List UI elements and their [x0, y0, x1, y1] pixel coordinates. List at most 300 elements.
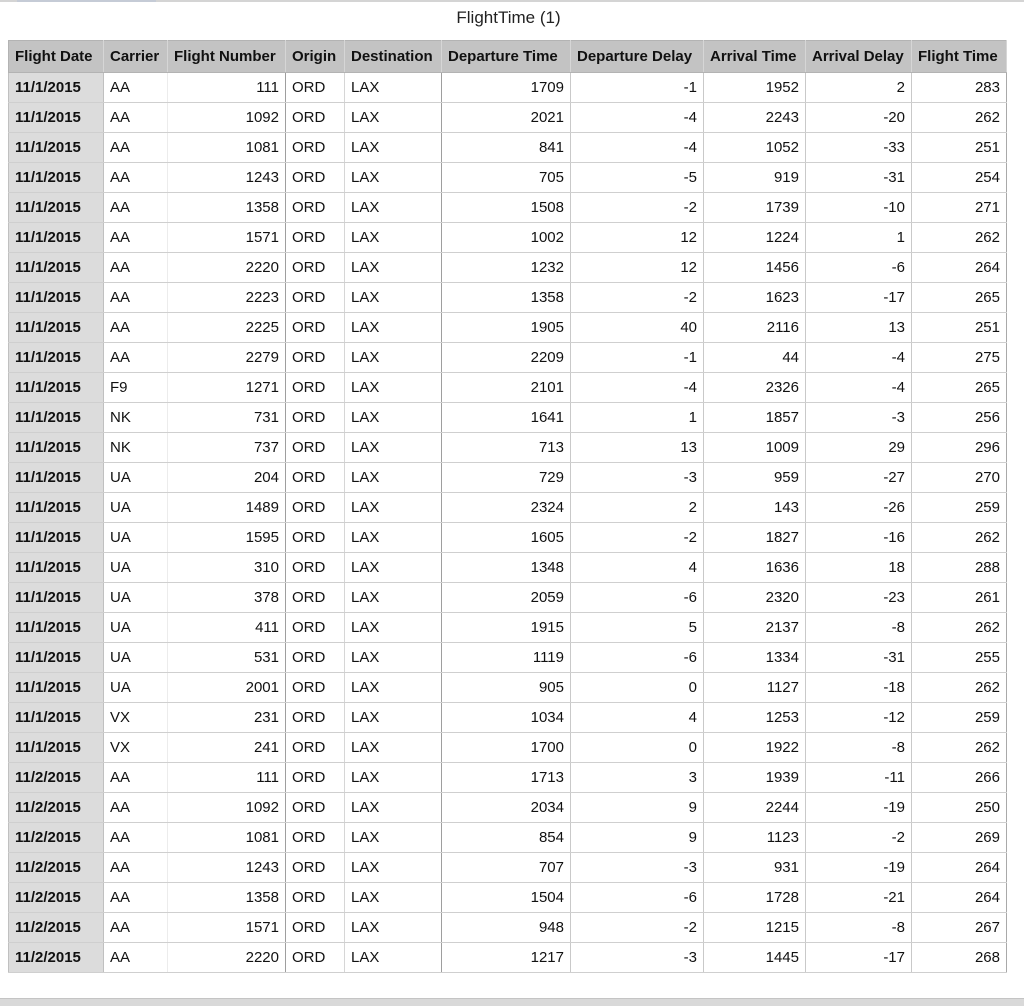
cell-flight-date[interactable]: 11/1/2015: [9, 523, 104, 553]
cell-flight-time[interactable]: 261: [912, 583, 1007, 613]
cell-origin[interactable]: ORD: [286, 703, 345, 733]
column-header-destination[interactable]: Destination: [345, 41, 442, 73]
cell-arrival-time[interactable]: 1215: [704, 913, 806, 943]
cell-origin[interactable]: ORD: [286, 403, 345, 433]
cell-departure-time[interactable]: 705: [442, 163, 571, 193]
table-row[interactable]: [9, 163, 1007, 193]
cell-arrival-delay[interactable]: -11: [806, 763, 912, 793]
cell-arrival-time[interactable]: 1952: [704, 73, 806, 103]
cell-arrival-delay[interactable]: 18: [806, 553, 912, 583]
cell-departure-delay[interactable]: -4: [571, 103, 704, 133]
cell-departure-delay[interactable]: -4: [571, 373, 704, 403]
cell-origin[interactable]: ORD: [286, 643, 345, 673]
cell-arrival-time[interactable]: 1623: [704, 283, 806, 313]
cell-origin[interactable]: ORD: [286, 823, 345, 853]
cell-flight-number[interactable]: 2220: [168, 253, 286, 283]
cell-departure-delay[interactable]: 12: [571, 253, 704, 283]
cell-flight-time[interactable]: 267: [912, 913, 1007, 943]
cell-carrier[interactable]: AA: [104, 163, 168, 193]
cell-departure-time[interactable]: 1002: [442, 223, 571, 253]
cell-carrier[interactable]: VX: [104, 733, 168, 763]
cell-departure-delay[interactable]: -5: [571, 163, 704, 193]
cell-departure-time[interactable]: 2209: [442, 343, 571, 373]
column-header-arrival-time[interactable]: Arrival Time: [704, 41, 806, 73]
cell-flight-time[interactable]: 250: [912, 793, 1007, 823]
table-row[interactable]: [9, 913, 1007, 943]
cell-flight-time[interactable]: 296: [912, 433, 1007, 463]
cell-carrier[interactable]: NK: [104, 433, 168, 463]
cell-departure-time[interactable]: 2101: [442, 373, 571, 403]
cell-flight-number[interactable]: 204: [168, 463, 286, 493]
cell-origin[interactable]: ORD: [286, 553, 345, 583]
cell-departure-delay[interactable]: -1: [571, 73, 704, 103]
cell-flight-time[interactable]: 256: [912, 403, 1007, 433]
cell-flight-date[interactable]: 11/1/2015: [9, 433, 104, 463]
cell-origin[interactable]: ORD: [286, 283, 345, 313]
table-row[interactable]: [9, 703, 1007, 733]
cell-departure-time[interactable]: 1217: [442, 943, 571, 973]
cell-departure-time[interactable]: 729: [442, 463, 571, 493]
cell-flight-date[interactable]: 11/1/2015: [9, 373, 104, 403]
cell-flight-time[interactable]: 264: [912, 883, 1007, 913]
cell-destination[interactable]: LAX: [345, 313, 442, 343]
cell-flight-time[interactable]: 262: [912, 523, 1007, 553]
cell-carrier[interactable]: UA: [104, 463, 168, 493]
cell-carrier[interactable]: AA: [104, 313, 168, 343]
cell-flight-number[interactable]: 737: [168, 433, 286, 463]
cell-departure-time[interactable]: 1709: [442, 73, 571, 103]
cell-arrival-delay[interactable]: -6: [806, 253, 912, 283]
cell-departure-time[interactable]: 905: [442, 673, 571, 703]
cell-departure-time[interactable]: 2324: [442, 493, 571, 523]
cell-arrival-time[interactable]: 1827: [704, 523, 806, 553]
cell-destination[interactable]: LAX: [345, 253, 442, 283]
table-row[interactable]: [9, 403, 1007, 433]
cell-arrival-time[interactable]: 44: [704, 343, 806, 373]
cell-flight-time[interactable]: 262: [912, 733, 1007, 763]
cell-departure-delay[interactable]: -2: [571, 283, 704, 313]
cell-origin[interactable]: ORD: [286, 163, 345, 193]
column-header-flight-date[interactable]: Flight Date: [9, 41, 104, 73]
cell-carrier[interactable]: UA: [104, 583, 168, 613]
cell-arrival-delay[interactable]: -31: [806, 643, 912, 673]
cell-flight-date[interactable]: 11/1/2015: [9, 553, 104, 583]
cell-flight-number[interactable]: 1571: [168, 223, 286, 253]
cell-arrival-time[interactable]: 1939: [704, 763, 806, 793]
cell-arrival-delay[interactable]: -10: [806, 193, 912, 223]
cell-departure-time[interactable]: 1034: [442, 703, 571, 733]
cell-flight-time[interactable]: 265: [912, 373, 1007, 403]
cell-arrival-delay[interactable]: -4: [806, 373, 912, 403]
cell-flight-date[interactable]: 11/1/2015: [9, 613, 104, 643]
cell-flight-date[interactable]: 11/2/2015: [9, 943, 104, 973]
column-header-departure-time[interactable]: Departure Time: [442, 41, 571, 73]
cell-flight-date[interactable]: 11/2/2015: [9, 763, 104, 793]
cell-departure-time[interactable]: 2021: [442, 103, 571, 133]
cell-arrival-time[interactable]: 1052: [704, 133, 806, 163]
table-row[interactable]: [9, 373, 1007, 403]
cell-destination[interactable]: LAX: [345, 553, 442, 583]
cell-flight-time[interactable]: 270: [912, 463, 1007, 493]
cell-departure-time[interactable]: 1905: [442, 313, 571, 343]
cell-flight-number[interactable]: 2220: [168, 943, 286, 973]
cell-flight-date[interactable]: 11/1/2015: [9, 403, 104, 433]
cell-arrival-time[interactable]: 2243: [704, 103, 806, 133]
cell-flight-date[interactable]: 11/1/2015: [9, 583, 104, 613]
cell-origin[interactable]: ORD: [286, 613, 345, 643]
cell-destination[interactable]: LAX: [345, 583, 442, 613]
cell-departure-delay[interactable]: -3: [571, 853, 704, 883]
cell-flight-time[interactable]: 269: [912, 823, 1007, 853]
cell-departure-time[interactable]: 1119: [442, 643, 571, 673]
cell-carrier[interactable]: UA: [104, 613, 168, 643]
cell-arrival-time[interactable]: 1123: [704, 823, 806, 853]
table-row[interactable]: [9, 733, 1007, 763]
cell-flight-time[interactable]: 251: [912, 313, 1007, 343]
cell-carrier[interactable]: NK: [104, 403, 168, 433]
cell-carrier[interactable]: UA: [104, 493, 168, 523]
cell-flight-date[interactable]: 11/2/2015: [9, 853, 104, 883]
cell-departure-delay[interactable]: -2: [571, 913, 704, 943]
cell-departure-delay[interactable]: -6: [571, 583, 704, 613]
cell-destination[interactable]: LAX: [345, 133, 442, 163]
table-row[interactable]: [9, 313, 1007, 343]
cell-flight-date[interactable]: 11/2/2015: [9, 823, 104, 853]
cell-arrival-time[interactable]: 1456: [704, 253, 806, 283]
cell-departure-delay[interactable]: 4: [571, 703, 704, 733]
table-row[interactable]: [9, 763, 1007, 793]
table-row[interactable]: [9, 253, 1007, 283]
cell-origin[interactable]: ORD: [286, 943, 345, 973]
cell-carrier[interactable]: AA: [104, 133, 168, 163]
cell-departure-delay[interactable]: -4: [571, 133, 704, 163]
cell-origin[interactable]: ORD: [286, 103, 345, 133]
cell-carrier[interactable]: AA: [104, 853, 168, 883]
cell-flight-date[interactable]: 11/1/2015: [9, 73, 104, 103]
cell-flight-date[interactable]: 11/1/2015: [9, 643, 104, 673]
cell-arrival-delay[interactable]: -33: [806, 133, 912, 163]
table-row[interactable]: [9, 223, 1007, 253]
cell-departure-time[interactable]: 1508: [442, 193, 571, 223]
cell-flight-time[interactable]: 264: [912, 853, 1007, 883]
table-row[interactable]: [9, 583, 1007, 613]
cell-departure-delay[interactable]: 4: [571, 553, 704, 583]
cell-flight-time[interactable]: 264: [912, 253, 1007, 283]
cell-flight-date[interactable]: 11/1/2015: [9, 703, 104, 733]
cell-origin[interactable]: ORD: [286, 883, 345, 913]
cell-carrier[interactable]: AA: [104, 823, 168, 853]
cell-departure-delay[interactable]: 2: [571, 493, 704, 523]
cell-arrival-delay[interactable]: 29: [806, 433, 912, 463]
cell-flight-date[interactable]: 11/1/2015: [9, 343, 104, 373]
cell-departure-delay[interactable]: -2: [571, 193, 704, 223]
cell-destination[interactable]: LAX: [345, 913, 442, 943]
cell-carrier[interactable]: F9: [104, 373, 168, 403]
cell-origin[interactable]: ORD: [286, 673, 345, 703]
cell-carrier[interactable]: AA: [104, 223, 168, 253]
cell-carrier[interactable]: AA: [104, 73, 168, 103]
cell-arrival-time[interactable]: 2137: [704, 613, 806, 643]
cell-origin[interactable]: ORD: [286, 523, 345, 553]
cell-flight-date[interactable]: 11/1/2015: [9, 463, 104, 493]
cell-flight-date[interactable]: 11/2/2015: [9, 883, 104, 913]
cell-arrival-time[interactable]: 1445: [704, 943, 806, 973]
cell-carrier[interactable]: AA: [104, 793, 168, 823]
cell-flight-number[interactable]: 1489: [168, 493, 286, 523]
cell-flight-time[interactable]: 275: [912, 343, 1007, 373]
cell-arrival-delay[interactable]: -18: [806, 673, 912, 703]
cell-origin[interactable]: ORD: [286, 373, 345, 403]
cell-arrival-delay[interactable]: 2: [806, 73, 912, 103]
cell-carrier[interactable]: UA: [104, 553, 168, 583]
cell-departure-time[interactable]: 1713: [442, 763, 571, 793]
cell-departure-delay[interactable]: 1: [571, 403, 704, 433]
cell-departure-delay[interactable]: 13: [571, 433, 704, 463]
cell-flight-time[interactable]: 266: [912, 763, 1007, 793]
cell-departure-delay[interactable]: 12: [571, 223, 704, 253]
cell-flight-time[interactable]: 262: [912, 223, 1007, 253]
cell-arrival-delay[interactable]: 1: [806, 223, 912, 253]
cell-flight-number[interactable]: 1595: [168, 523, 286, 553]
table-row[interactable]: [9, 553, 1007, 583]
cell-flight-date[interactable]: 11/2/2015: [9, 793, 104, 823]
cell-flight-date[interactable]: 11/1/2015: [9, 283, 104, 313]
cell-destination[interactable]: LAX: [345, 943, 442, 973]
cell-departure-time[interactable]: 1700: [442, 733, 571, 763]
cell-arrival-time[interactable]: 143: [704, 493, 806, 523]
cell-arrival-delay[interactable]: -27: [806, 463, 912, 493]
cell-destination[interactable]: LAX: [345, 193, 442, 223]
cell-flight-time[interactable]: 262: [912, 613, 1007, 643]
cell-departure-delay[interactable]: -3: [571, 463, 704, 493]
cell-arrival-delay[interactable]: -19: [806, 853, 912, 883]
cell-arrival-delay[interactable]: -19: [806, 793, 912, 823]
cell-carrier[interactable]: VX: [104, 703, 168, 733]
cell-arrival-delay[interactable]: -2: [806, 823, 912, 853]
cell-departure-delay[interactable]: 9: [571, 793, 704, 823]
cell-destination[interactable]: LAX: [345, 673, 442, 703]
cell-arrival-delay[interactable]: -16: [806, 523, 912, 553]
cell-arrival-delay[interactable]: -21: [806, 883, 912, 913]
cell-carrier[interactable]: UA: [104, 643, 168, 673]
cell-arrival-time[interactable]: 919: [704, 163, 806, 193]
cell-departure-delay[interactable]: 40: [571, 313, 704, 343]
cell-origin[interactable]: ORD: [286, 793, 345, 823]
cell-flight-number[interactable]: 111: [168, 73, 286, 103]
cell-origin[interactable]: ORD: [286, 223, 345, 253]
cell-flight-time[interactable]: 283: [912, 73, 1007, 103]
table-row[interactable]: [9, 643, 1007, 673]
cell-departure-time[interactable]: 1232: [442, 253, 571, 283]
table-row[interactable]: [9, 283, 1007, 313]
cell-arrival-time[interactable]: 1334: [704, 643, 806, 673]
cell-departure-delay[interactable]: -6: [571, 883, 704, 913]
cell-origin[interactable]: ORD: [286, 913, 345, 943]
cell-destination[interactable]: LAX: [345, 103, 442, 133]
column-header-flight-time[interactable]: Flight Time: [912, 41, 1007, 73]
cell-destination[interactable]: LAX: [345, 343, 442, 373]
cell-destination[interactable]: LAX: [345, 283, 442, 313]
cell-flight-number[interactable]: 1358: [168, 883, 286, 913]
cell-arrival-time[interactable]: 1009: [704, 433, 806, 463]
cell-flight-date[interactable]: 11/1/2015: [9, 493, 104, 523]
cell-departure-time[interactable]: 854: [442, 823, 571, 853]
cell-flight-number[interactable]: 1092: [168, 793, 286, 823]
cell-destination[interactable]: LAX: [345, 763, 442, 793]
cell-flight-time[interactable]: 255: [912, 643, 1007, 673]
cell-flight-date[interactable]: 11/1/2015: [9, 313, 104, 343]
cell-departure-delay[interactable]: -1: [571, 343, 704, 373]
cell-departure-time[interactable]: 1641: [442, 403, 571, 433]
cell-departure-time[interactable]: 2059: [442, 583, 571, 613]
cell-arrival-time[interactable]: 1728: [704, 883, 806, 913]
table-row[interactable]: [9, 943, 1007, 973]
cell-departure-delay[interactable]: 0: [571, 673, 704, 703]
cell-origin[interactable]: ORD: [286, 313, 345, 343]
cell-destination[interactable]: LAX: [345, 433, 442, 463]
cell-flight-number[interactable]: 731: [168, 403, 286, 433]
cell-arrival-delay[interactable]: -17: [806, 283, 912, 313]
table-row[interactable]: [9, 133, 1007, 163]
cell-destination[interactable]: LAX: [345, 403, 442, 433]
cell-departure-delay[interactable]: -2: [571, 523, 704, 553]
cell-arrival-delay[interactable]: -23: [806, 583, 912, 613]
cell-carrier[interactable]: AA: [104, 763, 168, 793]
cell-origin[interactable]: ORD: [286, 853, 345, 883]
column-header-carrier[interactable]: Carrier: [104, 41, 168, 73]
cell-flight-number[interactable]: 1271: [168, 373, 286, 403]
cell-flight-number[interactable]: 378: [168, 583, 286, 613]
column-header-flight-number[interactable]: Flight Number: [168, 41, 286, 73]
cell-destination[interactable]: LAX: [345, 223, 442, 253]
cell-flight-number[interactable]: 310: [168, 553, 286, 583]
cell-departure-time[interactable]: 1358: [442, 283, 571, 313]
cell-departure-time[interactable]: 841: [442, 133, 571, 163]
cell-departure-time[interactable]: 1348: [442, 553, 571, 583]
cell-flight-number[interactable]: 1081: [168, 823, 286, 853]
cell-flight-time[interactable]: 251: [912, 133, 1007, 163]
table-row[interactable]: [9, 823, 1007, 853]
cell-carrier[interactable]: AA: [104, 343, 168, 373]
cell-flight-number[interactable]: 411: [168, 613, 286, 643]
cell-destination[interactable]: LAX: [345, 613, 442, 643]
cell-carrier[interactable]: AA: [104, 283, 168, 313]
cell-departure-delay[interactable]: -3: [571, 943, 704, 973]
cell-flight-number[interactable]: 241: [168, 733, 286, 763]
cell-carrier[interactable]: UA: [104, 523, 168, 553]
cell-destination[interactable]: LAX: [345, 493, 442, 523]
cell-arrival-time[interactable]: 1253: [704, 703, 806, 733]
cell-destination[interactable]: LAX: [345, 733, 442, 763]
cell-carrier[interactable]: AA: [104, 253, 168, 283]
cell-arrival-delay[interactable]: -12: [806, 703, 912, 733]
table-row[interactable]: [9, 853, 1007, 883]
cell-origin[interactable]: ORD: [286, 583, 345, 613]
cell-destination[interactable]: LAX: [345, 463, 442, 493]
cell-departure-time[interactable]: 713: [442, 433, 571, 463]
cell-flight-date[interactable]: 11/1/2015: [9, 193, 104, 223]
cell-flight-number[interactable]: 1358: [168, 193, 286, 223]
table-row[interactable]: [9, 103, 1007, 133]
cell-arrival-delay[interactable]: 13: [806, 313, 912, 343]
cell-flight-number[interactable]: 531: [168, 643, 286, 673]
cell-arrival-time[interactable]: 2116: [704, 313, 806, 343]
cell-destination[interactable]: LAX: [345, 823, 442, 853]
cell-destination[interactable]: LAX: [345, 73, 442, 103]
cell-departure-time[interactable]: 948: [442, 913, 571, 943]
cell-origin[interactable]: ORD: [286, 763, 345, 793]
table-row[interactable]: [9, 793, 1007, 823]
cell-origin[interactable]: ORD: [286, 343, 345, 373]
cell-departure-time[interactable]: 1504: [442, 883, 571, 913]
cell-destination[interactable]: LAX: [345, 163, 442, 193]
cell-origin[interactable]: ORD: [286, 733, 345, 763]
cell-departure-delay[interactable]: 5: [571, 613, 704, 643]
table-row[interactable]: [9, 433, 1007, 463]
cell-destination[interactable]: LAX: [345, 883, 442, 913]
cell-flight-number[interactable]: 2223: [168, 283, 286, 313]
cell-departure-time[interactable]: 2034: [442, 793, 571, 823]
cell-destination[interactable]: LAX: [345, 853, 442, 883]
cell-departure-time[interactable]: 1915: [442, 613, 571, 643]
column-header-arrival-delay[interactable]: Arrival Delay: [806, 41, 912, 73]
cell-flight-number[interactable]: 1092: [168, 103, 286, 133]
cell-arrival-time[interactable]: 2320: [704, 583, 806, 613]
cell-destination[interactable]: LAX: [345, 643, 442, 673]
cell-arrival-delay[interactable]: -17: [806, 943, 912, 973]
cell-carrier[interactable]: AA: [104, 883, 168, 913]
cell-arrival-time[interactable]: 1857: [704, 403, 806, 433]
cell-origin[interactable]: ORD: [286, 433, 345, 463]
cell-flight-date[interactable]: 11/2/2015: [9, 913, 104, 943]
cell-arrival-time[interactable]: 1224: [704, 223, 806, 253]
cell-arrival-delay[interactable]: -8: [806, 913, 912, 943]
cell-arrival-delay[interactable]: -3: [806, 403, 912, 433]
cell-flight-date[interactable]: 11/1/2015: [9, 673, 104, 703]
cell-flight-time[interactable]: 265: [912, 283, 1007, 313]
cell-flight-number[interactable]: 2279: [168, 343, 286, 373]
cell-flight-time[interactable]: 271: [912, 193, 1007, 223]
table-row[interactable]: [9, 193, 1007, 223]
cell-carrier[interactable]: AA: [104, 913, 168, 943]
cell-origin[interactable]: ORD: [286, 463, 345, 493]
cell-flight-date[interactable]: 11/1/2015: [9, 733, 104, 763]
cell-arrival-delay[interactable]: -20: [806, 103, 912, 133]
cell-flight-time[interactable]: 268: [912, 943, 1007, 973]
table-row[interactable]: [9, 493, 1007, 523]
cell-destination[interactable]: LAX: [345, 793, 442, 823]
cell-flight-time[interactable]: 259: [912, 493, 1007, 523]
cell-departure-time[interactable]: 707: [442, 853, 571, 883]
cell-arrival-time[interactable]: 959: [704, 463, 806, 493]
cell-destination[interactable]: LAX: [345, 523, 442, 553]
cell-flight-number[interactable]: 1243: [168, 853, 286, 883]
table-row[interactable]: [9, 523, 1007, 553]
cell-carrier[interactable]: AA: [104, 943, 168, 973]
cell-flight-number[interactable]: 2001: [168, 673, 286, 703]
cell-origin[interactable]: ORD: [286, 73, 345, 103]
cell-flight-time[interactable]: 262: [912, 673, 1007, 703]
table-row[interactable]: [9, 673, 1007, 703]
cell-arrival-delay[interactable]: -8: [806, 613, 912, 643]
column-header-origin[interactable]: Origin: [286, 41, 345, 73]
cell-flight-time[interactable]: 262: [912, 103, 1007, 133]
cell-flight-date[interactable]: 11/1/2015: [9, 133, 104, 163]
cell-departure-delay[interactable]: -6: [571, 643, 704, 673]
cell-destination[interactable]: LAX: [345, 703, 442, 733]
cell-flight-number[interactable]: 1243: [168, 163, 286, 193]
cell-flight-number[interactable]: 231: [168, 703, 286, 733]
